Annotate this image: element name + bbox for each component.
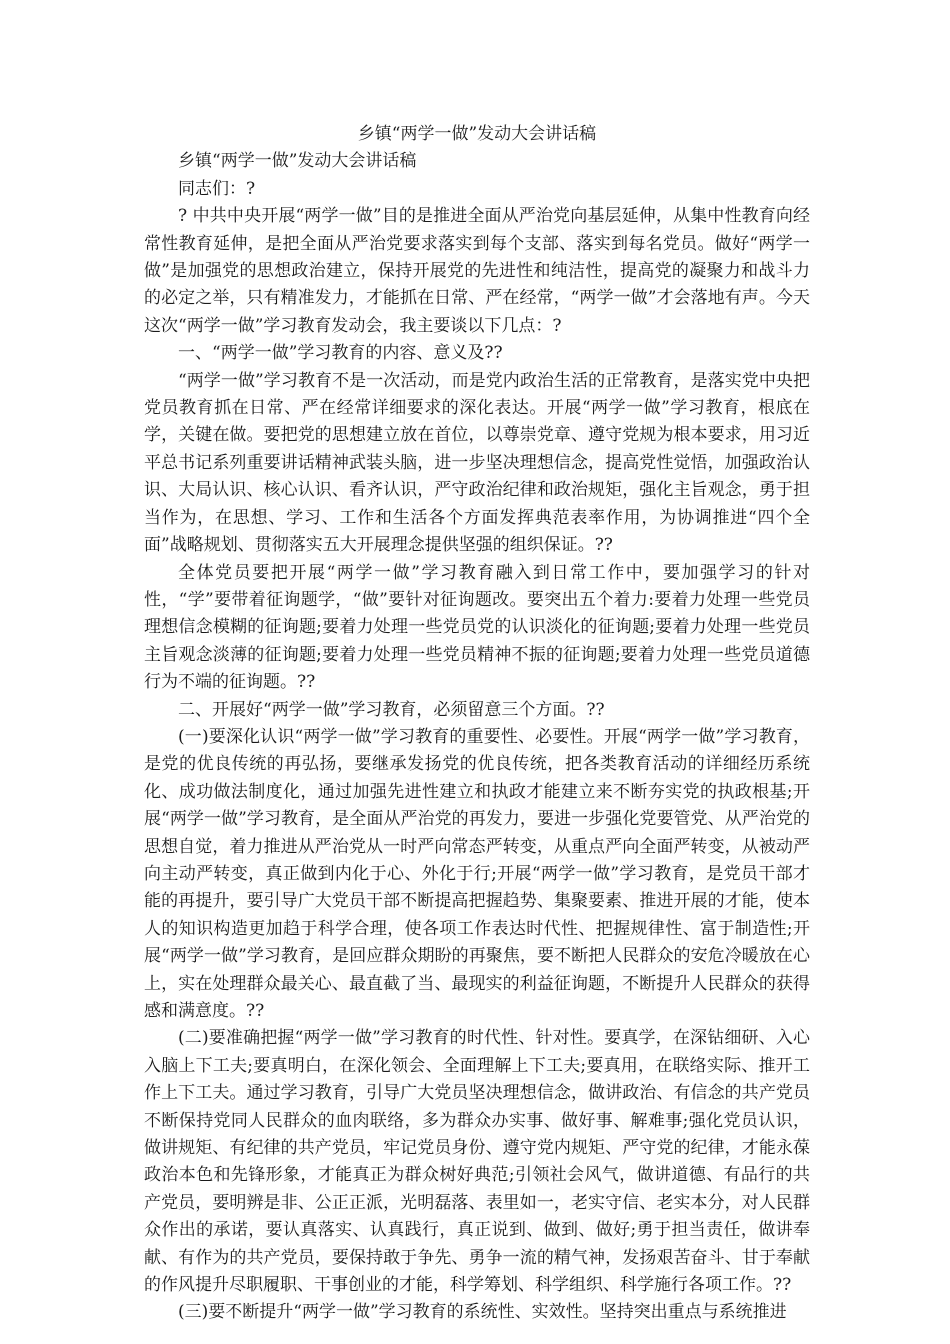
document-title: 乡镇“两学一做”发动大会讲话稿: [357, 124, 597, 144]
paragraph-body: (三)要不断提升“两学一做”学习教育的系统性、实效性。坚持突出重点与系统推进: [178, 1302, 787, 1323]
paragraph-salutation: 同志们：?: [178, 178, 256, 199]
paragraph-body: (一)要深化认识“两学一做”学习教育的重要性、必要性。开展“两学一做”学习教育，是党的优良传统的再弘扬，要继承发扬党的优良传统，把各类教育活动的详细经历系统化、成功做法制度化，通过加强先进性建立和执政才能建立来不断夯实党的执政根基;开展“两学一做”学习教育，是全面从严治党的再发力，要进一步强化党要管党、从严治党的思想自觉，着力推进从严治党从一时严向常态严转变，从重点严向全面严转变，从被动严向主动严转变，真正做到内化于心、外化于行;开展“两学一做”学习教育，是党员干部才能的再提升，要引导广大党员干部不断提高把握趋势、集聚要素、推进开展的才能，使本人的知识构造更加趋于科学合理，使各项工作表达时代性、把握规律性、富于制造性;开展“两学一做”学习教育，是回应群众期盼的再聚焦，要不断把人民群众的安危冷暖放在心上，实在处理群众最关心、最直截了当、最现实的利益征询题，不断提升人民群众的获得感和满意度。??: [144, 726, 810, 1021]
paragraph-heading-repeat: 乡镇“两学一做”发动大会讲话稿: [178, 151, 417, 172]
paragraph-body: 全体党员要把开展“两学一做”学习教育融入到日常工作中，要加强学习的针对性，“学”要带着征询题学，“做”要针对征询题改。要突出五个着力:要着力处理一些党员理想信念模糊的征询题;要着力处理一些党员党的认识淡化的征询题;要着力处理一些党员主旨观念淡薄的征询题;要着力处理一些党员精神不振的征询题;要着力处理一些党员道德行为不端的征询题。??: [144, 562, 810, 693]
paragraph-body: “两学一做”学习教育不是一次活动，而是党内政治生活的正常教育，是落实党中央把党员教育抓在日常、严在经常详细要求的深化表达。开展“两学一做”学习教育，根底在学，关键在做。要把党的思想建立放在首位，以尊崇党章、遵守党规为根本要求，用习近平总书记系列重要讲话精神武装头脑，进一步坚决理想信念，提高党性觉悟，加强政治认识、大局认识、核心认识、看齐认识，严守政治纪律和政治规矩，强化主旨观念，勇于担当作为，在思想、学习、工作和生活各个方面发挥典范表率作用，为协调推进“四个全面”战略规划、贯彻落实五大开展理念提供坚强的组织保证。??: [144, 370, 810, 556]
document-body: [144, 121, 810, 1327]
paragraph-intro: ? 中共中央开展“两学一做”目的是推进全面从严治党向基层延伸，从集中性教育向经常性教育延伸，是把全面从严治党要求落实到每个支部、落实到每名党员。做好“两学一做”是加强党的思想政治建立，保持开展党的先进性和纯洁性，提高党的凝聚力和战斗力的必定之举，只有精准发力，才能抓在日常、严在经常，“两学一做”才会落地有声。今天这次“两学一做”学习教育发动会，我主要谈以下几点：?: [144, 206, 810, 336]
section-heading-2: 二、开展好“两学一做”学习教育，必须留意三个方面。??: [178, 699, 605, 720]
section-heading-1: 一、“两学一做”学习教育的内容、意义及??: [178, 343, 503, 364]
paragraph-body: (二)要准确把握“两学一做”学习教育的时代性、针对性。要真学，在深钻细研、入心入脑上下工夫;要真明白，在深化领会、全面理解上下工夫;要真用，在联络实际、推开工作上下工夫。通过学习教育，引导广大党员坚决理想信念，做讲政治、有信念的共产党员不断保持党同人民群众的血肉联络，多为群众办实事、做好事、解难事;强化党员认识，做讲规矩、有纪律的共产党员，牢记党员身份、遵守党内规矩、严守党的纪律，才能永葆政治本色和先锋形象，才能真正为群众树好典范;引领社会风气，做讲道德、有品行的共产党员，要明辨是非、公正正派，光明磊落、表里如一，老实守信、老实本分，对人民群众作出的承诺，要认真落实、认真践行，真正说到、做到、做好;勇于担当责任，做讲奉献、有作为的共产党员，要保持敢于争先、勇争一流的精气神，发扬艰苦奋斗、甘于奉献的作风提升尽职履职、干事创业的才能，科学筹划、科学组织、科学施行各项工作。??: [144, 1028, 810, 1296]
